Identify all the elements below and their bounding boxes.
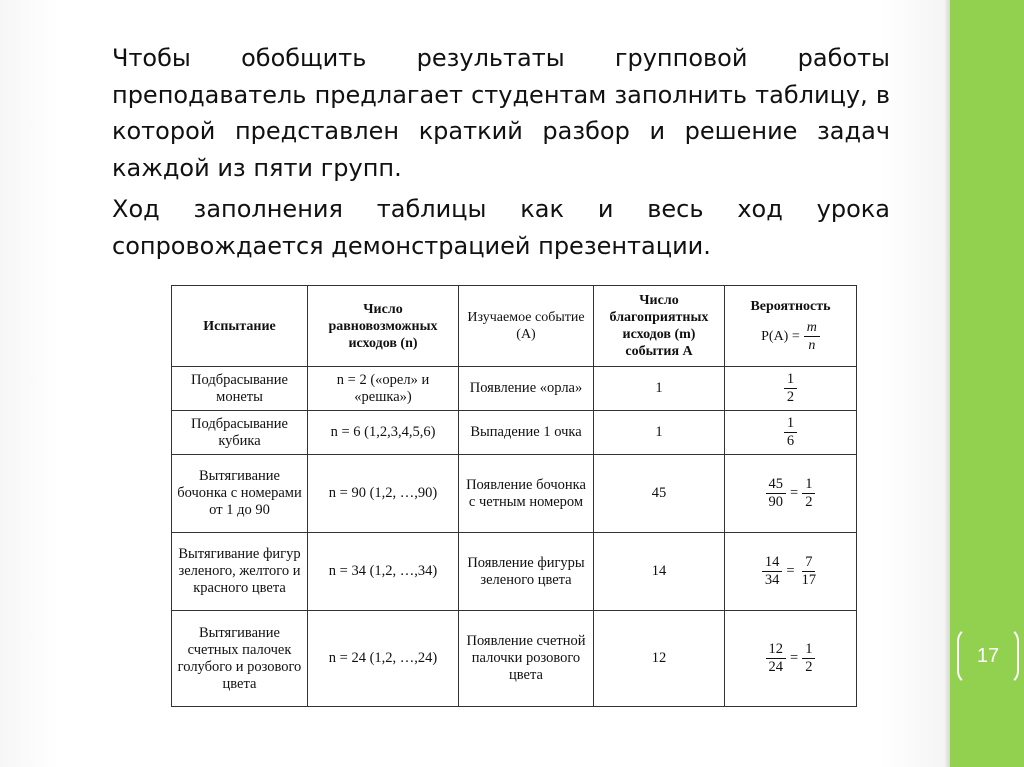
probability-cell <box>725 367 857 411</box>
header-favorable: Число благоприятных исходов (m) события А <box>594 286 725 367</box>
equals-sign: = <box>786 563 795 579</box>
fraction-numerator: 1 <box>802 476 815 494</box>
trial-cell: Подбрасывание монеты <box>172 367 308 411</box>
total-cell: n = 2 («орел» и «решка») <box>308 367 459 411</box>
table-row <box>172 611 857 707</box>
fraction-numerator: 7 <box>802 554 815 572</box>
favorable-cell: 1 <box>594 367 725 411</box>
fraction-denominator: 6 <box>786 433 795 449</box>
header-event-label: Изучаемое событие (А) <box>467 310 585 342</box>
probability-fraction <box>762 554 783 589</box>
header-probability <box>725 286 857 367</box>
trial-cell: Подбрасывание кубика <box>172 411 308 455</box>
fraction-denominator: 34 <box>764 572 780 588</box>
favorable-cell: 14 <box>594 533 725 611</box>
reduced-fraction <box>799 554 820 589</box>
probability-cell <box>725 411 857 455</box>
formula-lhs: P(A) = <box>761 329 800 344</box>
table-row <box>172 533 857 611</box>
probability-fraction <box>766 476 787 511</box>
event-cell: Появление бочонка с четным номером <box>459 455 594 533</box>
fraction-denominator: 2 <box>786 389 795 405</box>
reduced-fraction <box>802 641 815 676</box>
probability-fraction <box>784 371 797 406</box>
results-table <box>171 285 857 707</box>
total-cell: n = 34 (1,2, …,34) <box>308 533 459 611</box>
probability-fraction <box>766 641 787 676</box>
fraction-numerator: 1 <box>784 371 797 389</box>
formula-numerator: m <box>804 319 820 337</box>
header-total-outcomes: Число равновозможных исходов (n) <box>308 286 459 367</box>
formula-fraction <box>804 319 820 354</box>
favorable-cell: 12 <box>594 611 725 707</box>
total-cell: n = 24 (1,2, …,24) <box>308 611 459 707</box>
fraction-numerator: 1 <box>784 415 797 433</box>
probability-fraction <box>784 415 797 450</box>
table-row <box>172 367 857 411</box>
table-header-row <box>172 286 857 367</box>
formula-denominator: n <box>808 338 816 353</box>
slide-text <box>112 40 890 264</box>
header-trial: Испытание <box>172 286 308 367</box>
fraction-denominator: 90 <box>768 494 784 510</box>
fraction-numerator: 12 <box>766 641 787 659</box>
fraction-denominator: 2 <box>805 659 813 675</box>
equals-sign: = <box>790 485 799 501</box>
favorable-cell: 1 <box>594 411 725 455</box>
header-event <box>459 286 594 367</box>
probability-formula <box>761 319 820 354</box>
event-cell: Появление «орла» <box>459 367 594 411</box>
fraction-denominator: 2 <box>805 494 813 510</box>
trial-cell: Вытягивание фигур зеленого, желтого и красного цвета <box>172 533 308 611</box>
event-cell: Появление счетной палочки розового цвета <box>459 611 594 707</box>
trial-cell: Вытягивание бочонка с номерами от 1 до 90 <box>172 455 308 533</box>
paragraph-1: Чтобы обобщить результаты групповой работы преподаватель предлагает студентам заполнить таблицу, в которой представлен краткий разбор и решение задач каждой из пяти групп. <box>112 44 890 182</box>
header-probability-label: Вероятность <box>750 299 831 314</box>
table-row <box>172 455 857 533</box>
event-cell: Появление фигуры зеленого цвета <box>459 533 594 611</box>
total-cell: n = 6 (1,2,3,4,5,6) <box>308 411 459 455</box>
probability-cell <box>725 611 857 707</box>
total-cell: n = 90 (1,2, …,90) <box>308 455 459 533</box>
fraction-numerator: 14 <box>762 554 783 572</box>
reduced-fraction <box>802 476 815 511</box>
page-number: 17 <box>976 645 1000 667</box>
trial-cell: Вытягивание счетных палочек голубого и розового цвета <box>172 611 308 707</box>
fraction-numerator: 45 <box>766 476 787 494</box>
event-cell: Выпадение 1 очка <box>459 411 594 455</box>
fraction-numerator: 1 <box>802 641 815 659</box>
fraction-denominator: 17 <box>801 572 817 588</box>
probability-cell <box>725 455 857 533</box>
paragraph-2: Ход заполнения таблицы как и весь ход урока сопровождается демонстрацией презентации. <box>112 195 890 260</box>
equals-sign: = <box>790 650 799 666</box>
favorable-cell: 45 <box>594 455 725 533</box>
table-row <box>172 411 857 455</box>
probability-cell <box>725 533 857 611</box>
fraction-denominator: 24 <box>768 659 784 675</box>
